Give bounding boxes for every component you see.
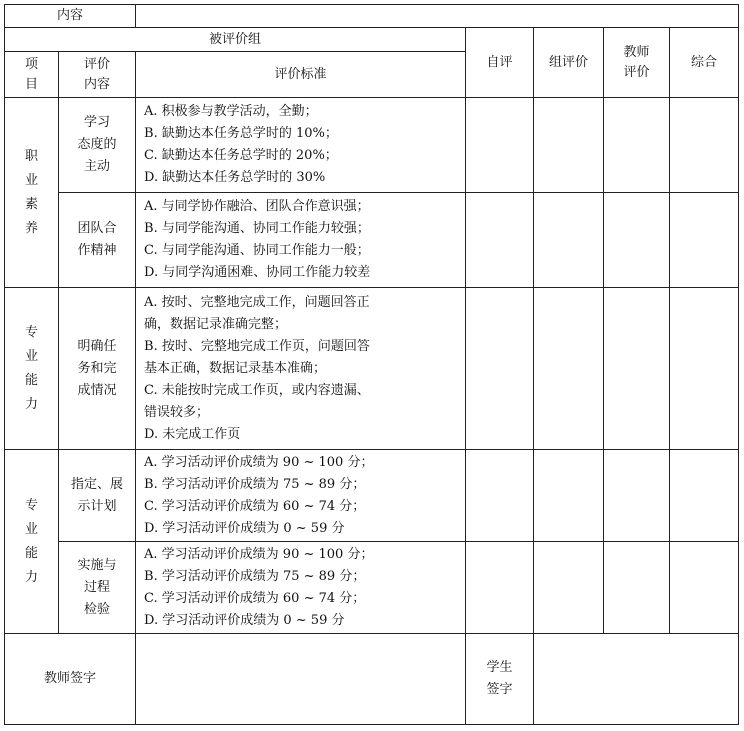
col-group-header: 组评价 bbox=[534, 28, 604, 98]
col-overall-header: 综合 bbox=[670, 28, 739, 98]
criteria-cell: A. 学习活动评价成绩为 90 ~ 100 分； B. 学习活动评价成绩为 75 ~ 89 分； C. 学习活动评价成绩为 60 ~ 74 分； D. 学习活动评价成绩为 0 ~ 59 分 bbox=[136, 450, 466, 542]
group-score-cell[interactable] bbox=[534, 450, 604, 542]
category-label: 职 业 素 养 bbox=[5, 98, 59, 288]
group-score-cell[interactable] bbox=[534, 288, 604, 450]
criteria-cell: A. 按时、完整地完成工作，问题回答正 确，数据记录准确完整； B. 按时、完整地完成工作页，问题回答 基本正确，数据记录基本准确； C. 未能按时完成工作页，或内容遗漏、 错误较多； D. 未完成工作页 bbox=[136, 288, 466, 450]
criteria-cell: A. 与同学协作融洽、团队合作意识强； B. 与同学能沟通、协同工作能力较强； C. 与同学能沟通、协同工作能力一般； D. 与同学沟通困难、协同工作能力较差 bbox=[136, 193, 466, 288]
self-score-cell[interactable] bbox=[466, 193, 534, 288]
overall-score-cell[interactable] bbox=[670, 98, 739, 193]
col-item-header: 项 目 bbox=[5, 52, 59, 98]
col-standard-header: 评价标准 bbox=[136, 52, 466, 98]
overall-score-cell[interactable] bbox=[670, 288, 739, 450]
col-teacher-header: 教师 评价 bbox=[604, 28, 670, 98]
self-score-cell[interactable] bbox=[466, 450, 534, 542]
group-score-cell[interactable] bbox=[534, 193, 604, 288]
category-label: 专 业 能 力 bbox=[5, 288, 59, 450]
evaluation-table bbox=[4, 4, 739, 725]
teacher-score-cell[interactable] bbox=[604, 98, 670, 193]
evaluated-group-label: 被评价组 bbox=[5, 28, 466, 52]
eval-content-cell: 团队合 作精神 bbox=[59, 193, 136, 288]
teacher-score-cell[interactable] bbox=[604, 542, 670, 634]
criteria-cell: A. 学习活动评价成绩为 90 ~ 100 分； B. 学习活动评价成绩为 75 ~ 89 分； C. 学习活动评价成绩为 60 ~ 74 分； D. 学习活动评价成绩为 0 ~ 59 分 bbox=[136, 542, 466, 634]
group-score-cell[interactable] bbox=[534, 542, 604, 634]
eval-content-cell: 指定、展 示计划 bbox=[59, 450, 136, 542]
overall-score-cell[interactable] bbox=[670, 193, 739, 288]
col-eval-content-header: 评价 内容 bbox=[59, 52, 136, 98]
content-label: 内容 bbox=[5, 5, 136, 28]
self-score-cell[interactable] bbox=[466, 288, 534, 450]
content-value-field[interactable] bbox=[136, 5, 739, 28]
overall-score-cell[interactable] bbox=[670, 450, 739, 542]
teacher-signature-label: 教师签字 bbox=[5, 634, 136, 725]
teacher-score-cell[interactable] bbox=[604, 450, 670, 542]
category-label: 专 业 能 力 bbox=[5, 450, 59, 634]
student-signature-field[interactable] bbox=[534, 634, 739, 725]
eval-content-cell: 明确任 务和完 成情况 bbox=[59, 288, 136, 450]
col-self-header: 自评 bbox=[466, 28, 534, 98]
group-score-cell[interactable] bbox=[534, 98, 604, 193]
teacher-score-cell[interactable] bbox=[604, 288, 670, 450]
eval-content-cell: 实施与 过程 检验 bbox=[59, 542, 136, 634]
criteria-cell: A. 积极参与教学活动，全勤； B. 缺勤达本任务总学时的 10%； C. 缺勤达本任务总学时的 20%； D. 缺勤达本任务总学时的 30% bbox=[136, 98, 466, 193]
overall-score-cell[interactable] bbox=[670, 542, 739, 634]
teacher-signature-field[interactable] bbox=[136, 634, 466, 725]
teacher-score-cell[interactable] bbox=[604, 193, 670, 288]
self-score-cell[interactable] bbox=[466, 98, 534, 193]
eval-content-cell: 学习 态度的 主动 bbox=[59, 98, 136, 193]
self-score-cell[interactable] bbox=[466, 542, 534, 634]
student-signature-label: 学生 签字 bbox=[466, 634, 534, 725]
